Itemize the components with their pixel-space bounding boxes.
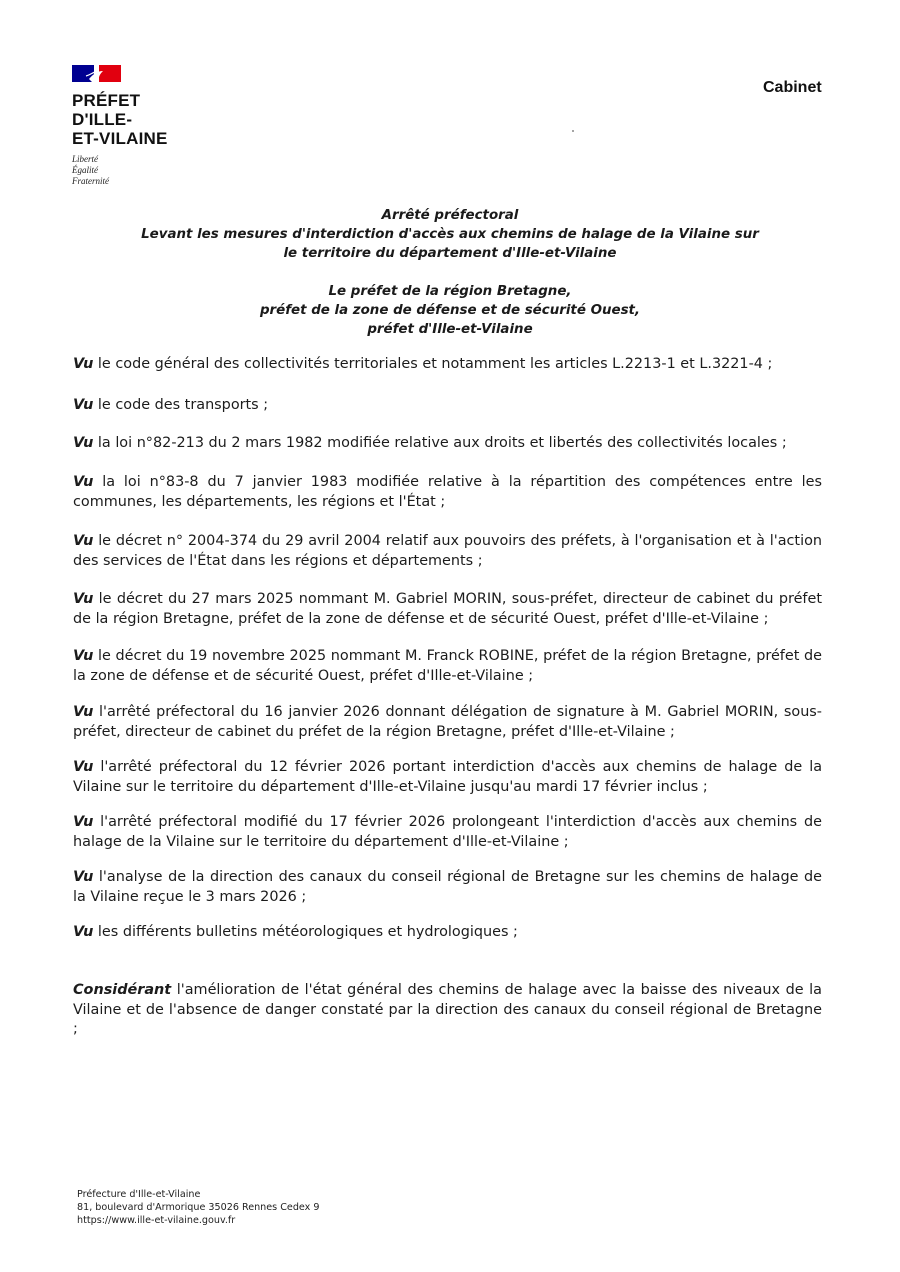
visa-paragraph: Vu le décret du 19 novembre 2025 nommant M. Franck ROBINE, préfet de la région Bretagne, préfet de la zone de défense et de sécurité Ouest, préfet d'Ille-et-Vilaine ; bbox=[73, 648, 822, 684]
decree-subject-line-1: Levant les mesures d'interdiction d'accès aux chemins de halage de la Vilaine sur bbox=[141, 227, 759, 242]
footer-address bbox=[77, 1188, 319, 1227]
service-label: Cabinet bbox=[763, 79, 822, 96]
visa-paragraph: Vu le décret n° 2004-374 du 29 avril 2004 relatif aux pouvoirs des préfets, à l'organisation et à l'action des services de l'État dans les régions et départements ; bbox=[73, 533, 823, 569]
visa-paragraph: Vu l'arrêté préfectoral modifié du 17 février 2026 prolongeant l'interdiction d'accès aux chemins de halage de la Vilaine sur le territoire du département d'Ille-et-Vilaine ; bbox=[73, 814, 822, 850]
visa-paragraph: Vu le code général des collectivités territoriales et notamment les articles L.2213-1 et L.3221-4 ; bbox=[73, 356, 773, 372]
visa-paragraph: Vu la loi n°83-8 du 7 janvier 1983 modifiée relative à la répartition des compétences entre les communes, les départements, les régions et l'État ; bbox=[73, 474, 822, 510]
visa-paragraph: Vu l'analyse de la direction des canaux du conseil régional de Bretagne sur les chemins de halage de la Vilaine reçue le 3 mars 2026 ; bbox=[73, 869, 822, 905]
footer-name: Préfecture d'Ille-et-Vilaine bbox=[77, 1189, 201, 1200]
footer-street: 81, boulevard d'Armorique 35026 Rennes Cedex 9 bbox=[77, 1202, 320, 1213]
visa-paragraph: Vu l'arrêté préfectoral du 16 janvier 2026 donnant délégation de signature à M. Gabriel MORIN, sous-préfet, directeur de cabinet du préfet de la région Bretagne, préfet d'Ille-et-Vilaine ; bbox=[73, 704, 822, 740]
flag-red-stripe bbox=[99, 65, 121, 82]
footer-website: https://www.ille-et-vilaine.gouv.fr bbox=[77, 1215, 236, 1226]
authority-block: Le préfet de la région Bretagne, préfet de la zone de défense et de sécurité Ouest, préfet d'Ille-et-Vilaine bbox=[259, 284, 641, 337]
decree-kind: Arrêté préfectoral bbox=[381, 208, 519, 223]
visa-paragraph: Vu le code des transports ; bbox=[73, 397, 269, 413]
considerant-paragraph: Considérant l'amélioration de l'état général des chemins de halage avec la baisse des niveaux de la Vilaine et de l'absence de danger constaté par la direction des canaux du conseil régional de Bretagne ; bbox=[73, 982, 822, 1037]
visa-paragraph: Vu les différents bulletins météorologiques et hydrologiques ; bbox=[73, 924, 518, 940]
prefecture-logo bbox=[72, 65, 212, 187]
marianne-flag-icon bbox=[72, 65, 121, 84]
prefet-title: PRÉFET D'ILLE- ET-VILAINE bbox=[72, 91, 168, 148]
visa-paragraph: Vu la loi n°82-213 du 2 mars 1982 modifiée relative aux droits et libertés des collectivités locales ; bbox=[73, 435, 787, 451]
decree-subject-line-2: le territoire du département d'Ille-et-Vilaine bbox=[283, 246, 617, 261]
republic-motto: Liberté Égalité Fraternité bbox=[72, 154, 109, 186]
decree-title bbox=[100, 206, 800, 263]
visa-paragraph: Vu le décret du 27 mars 2025 nommant M. Gabriel MORIN, sous-préfet, directeur de cabinet du préfet de la région Bretagne, préfet de la zone de défense et de sécurité Ouest, préfet d'Ille-et-Vilaine ; bbox=[73, 591, 822, 627]
visa-paragraph: Vu l'arrêté préfectoral du 12 février 2026 portant interdiction d'accès aux chemins de halage de la Vilaine sur le territoire du département d'Ille-et-Vilaine jusqu'au mardi 17 février inclus ; bbox=[73, 759, 823, 795]
scan-speck bbox=[572, 130, 574, 132]
